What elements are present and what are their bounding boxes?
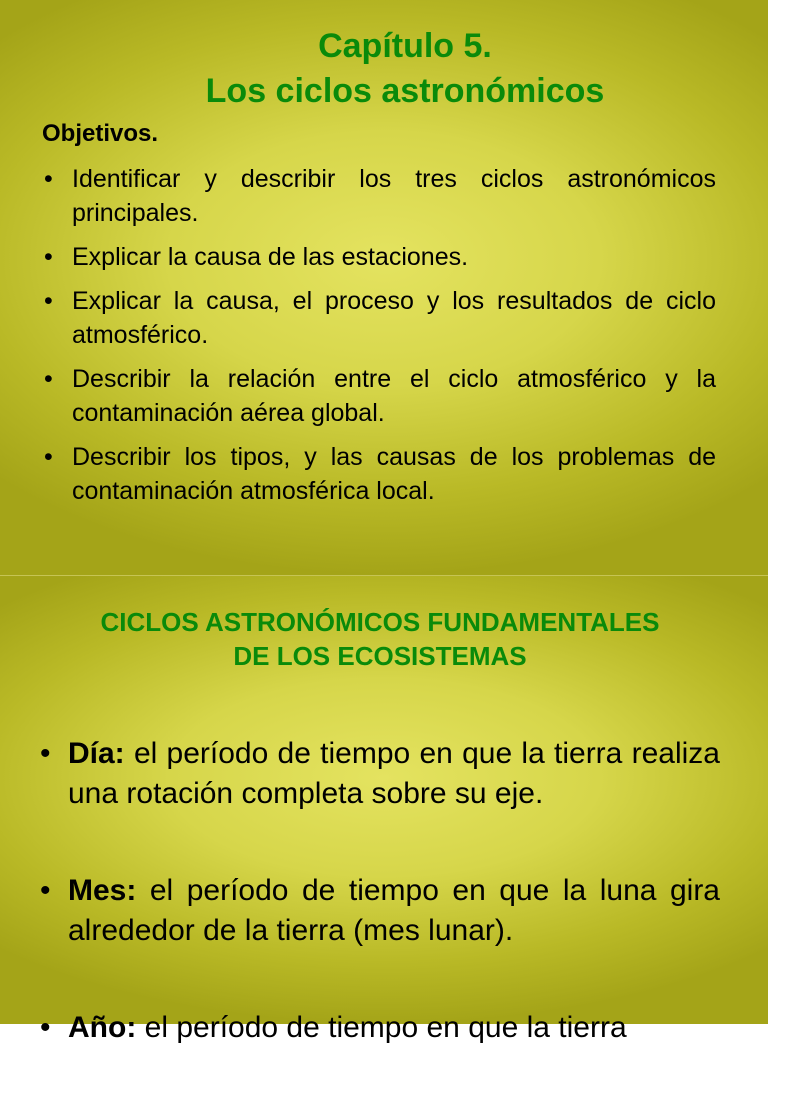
section-heading: CICLOS ASTRONÓMICOS FUNDAMENTALES xyxy=(100,607,660,637)
bullet-icon: • xyxy=(40,874,51,907)
cycle-term: Día: xyxy=(68,737,125,770)
objective-text: Explicar la causa de las estaciones. xyxy=(72,243,469,271)
list-item xyxy=(40,1008,720,1048)
section-heading-continued: DE LOS ECOSISTEMAS xyxy=(233,641,527,671)
bullet-icon: • xyxy=(44,443,53,471)
chapter-subtitle: Los ciclos astronómicos xyxy=(205,72,605,110)
objective-text: Explicar la causa, el proceso y los resultados de ciclo atmosférico. xyxy=(72,287,716,349)
objectives-list xyxy=(42,162,716,518)
list-item xyxy=(42,362,716,430)
list-item xyxy=(42,440,716,508)
cycle-term: Mes: xyxy=(68,874,137,907)
objective-text: Identificar y describir los tres ciclos astronómicos principales. xyxy=(72,165,716,227)
cycle-definition: el período de tiempo en que la luna gira alrededor de la tierra (mes lunar). xyxy=(68,874,720,947)
cycles-list xyxy=(40,734,720,1105)
slide-cycles xyxy=(0,576,768,1044)
objectives-heading: Objetivos. xyxy=(42,120,159,147)
list-item xyxy=(40,871,720,951)
bullet-icon: • xyxy=(40,737,51,770)
chapter-title: Capítulo 5. xyxy=(318,27,492,65)
cycle-term: Año: xyxy=(68,1011,137,1044)
bullet-icon: • xyxy=(44,287,53,315)
bullet-icon: • xyxy=(40,1011,51,1044)
list-item xyxy=(40,734,720,814)
bullet-icon: • xyxy=(44,365,53,393)
objective-text: Describir la relación entre el ciclo atmosférico y la contaminación aérea global. xyxy=(72,365,716,427)
cycle-definition: el período de tiempo en que la tierra realiza una rotación completa sobre su eje. xyxy=(68,737,720,810)
slide-objectives xyxy=(0,0,768,575)
list-item xyxy=(42,240,716,274)
bullet-icon: • xyxy=(44,243,53,271)
objective-text: Describir los tipos, y las causas de los problemas de contaminación atmosférica local. xyxy=(72,443,716,505)
list-item xyxy=(42,284,716,352)
cycle-definition: el período de tiempo en que la tierra xyxy=(136,1011,627,1044)
list-item xyxy=(42,162,716,230)
bullet-icon: • xyxy=(44,165,53,193)
